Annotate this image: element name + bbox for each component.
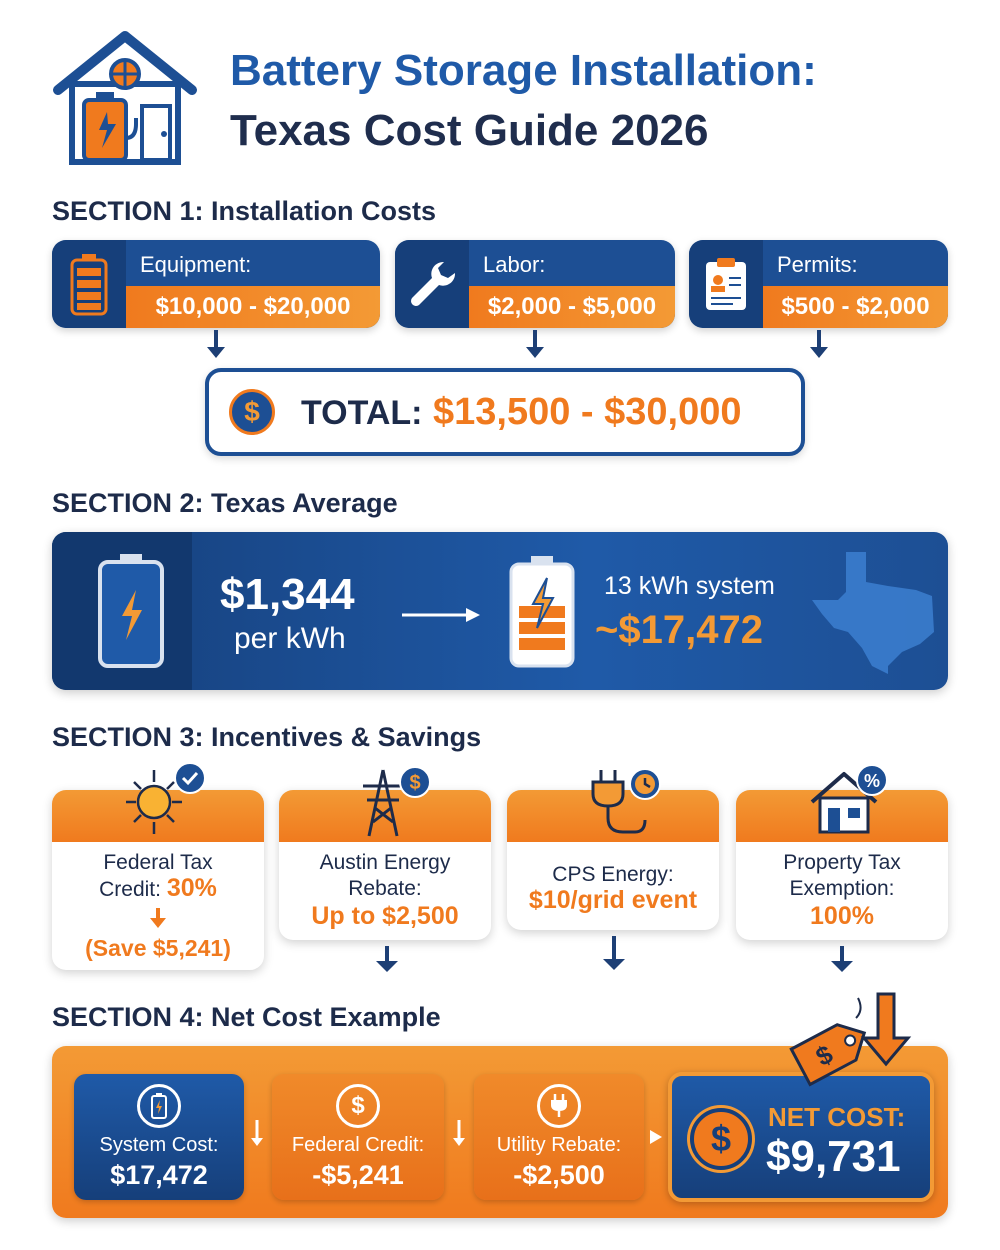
federal-credit-card <box>272 1074 444 1200</box>
plug-clock-icon <box>579 764 669 843</box>
federal-tax-line1: Federal Tax <box>103 851 213 874</box>
labor-cost-card <box>395 240 675 328</box>
page-title-line1: Battery Storage Installation: <box>230 46 817 95</box>
price-per-kwh: $1,344 <box>220 570 355 619</box>
wrench-icon <box>395 240 469 328</box>
labor-value: $2,000 - $5,000 <box>469 286 675 328</box>
arrow-down-icon <box>831 946 853 972</box>
header-house-icon <box>50 28 200 168</box>
austin-energy-line2: Rebate: <box>348 877 422 900</box>
equipment-label: Equipment: <box>140 252 252 277</box>
utility-rebate-value: -$2,500 <box>513 1160 605 1190</box>
system-cost-value: $17,472 <box>110 1160 208 1190</box>
utility-rebate-label: Utility Rebate: <box>496 1134 622 1156</box>
texas-map-icon <box>808 548 938 683</box>
permits-value: $500 - $2,000 <box>763 286 948 328</box>
arrow-down-icon <box>603 936 625 970</box>
federal-tax-savings: (Save $5,241) <box>85 935 231 961</box>
property-tax-exemption-card <box>736 771 948 940</box>
arrow-down-orange-icon <box>148 908 168 935</box>
permits-cost-card <box>689 240 948 328</box>
net-cost-value: $9,731 <box>766 1132 901 1181</box>
arrow-down-white-icon <box>250 1120 264 1153</box>
arrow-down-icon <box>526 330 544 358</box>
cps-energy-amount: $10/grid event <box>528 886 698 914</box>
cps-energy-card <box>507 790 719 930</box>
permits-label: Permits: <box>777 252 858 277</box>
section1-title: SECTION 1: Installation Costs <box>52 196 437 226</box>
arrow-down-icon <box>376 946 398 972</box>
labor-label: Labor: <box>483 252 546 277</box>
austin-energy-line1: Austin Energy <box>319 851 451 874</box>
federal-tax-line2 <box>52 876 264 902</box>
federal-credit-value: -$5,241 <box>312 1160 404 1190</box>
battery-full-icon <box>507 554 577 675</box>
equipment-cost-card <box>52 240 380 328</box>
arrow-right-white-icon <box>648 1128 664 1151</box>
total-label: TOTAL: <box>301 394 423 432</box>
svg-text:$: $ <box>409 772 421 794</box>
battery-icon <box>137 1084 181 1128</box>
arrow-down-icon <box>207 330 225 358</box>
federal-credit-label: Federal Credit: <box>291 1134 425 1156</box>
section2-title: SECTION 2: Texas Average <box>52 488 398 518</box>
property-tax-line1: Property Tax <box>783 851 901 874</box>
house-percent-icon <box>806 762 896 843</box>
dollar-icon: $ <box>229 389 275 435</box>
property-tax-percent: 100% <box>810 902 874 930</box>
federal-tax-percent: 30% <box>166 874 217 902</box>
dollar-icon: $ <box>690 1108 752 1170</box>
clipboard-icon <box>689 240 763 328</box>
battery-charge-icon <box>96 552 166 675</box>
total-cost-box <box>205 368 805 456</box>
arrow-right-icon <box>402 606 482 629</box>
arrow-down-icon <box>810 330 828 358</box>
cps-energy-line1: CPS Energy: <box>552 863 674 886</box>
price-tag-down-icon <box>786 988 916 1093</box>
section3-title: SECTION 3: Incentives & Savings <box>52 722 482 752</box>
equipment-value: $10,000 - $20,000 <box>126 286 380 328</box>
federal-tax-credit-label: Credit: <box>99 878 167 901</box>
austin-energy-amount: Up to $2,500 <box>311 902 459 930</box>
price-unit: per kWh <box>234 622 346 655</box>
svg-text:%: % <box>863 771 881 791</box>
total-value: $13,500 - $30,000 <box>433 391 742 433</box>
property-tax-line2: Exemption: <box>789 877 895 900</box>
plug-icon <box>537 1084 581 1128</box>
battery-icon <box>52 240 126 328</box>
arrow-down-white-icon <box>452 1120 466 1153</box>
svg-text:$: $ <box>810 1038 838 1073</box>
system-cost-value: ~$17,472 <box>595 608 763 652</box>
texas-average-panel <box>52 532 948 690</box>
federal-tax-credit-card <box>52 790 264 970</box>
utility-rebate-card <box>474 1074 644 1200</box>
section4-title: SECTION 4: Net Cost Example <box>52 1002 441 1032</box>
dollar-icon: $ <box>336 1084 380 1128</box>
system-cost-label: System Cost: <box>99 1134 219 1156</box>
system-size-label: 13 kWh system <box>604 572 775 600</box>
austin-energy-rebate-card <box>279 772 491 940</box>
page-title-line2: Texas Cost Guide 2026 <box>230 106 709 155</box>
power-tower-dollar-icon <box>353 764 437 843</box>
sun-check-icon <box>122 760 212 841</box>
net-cost-label: NET COST: <box>768 1102 906 1132</box>
system-cost-card <box>74 1074 244 1200</box>
